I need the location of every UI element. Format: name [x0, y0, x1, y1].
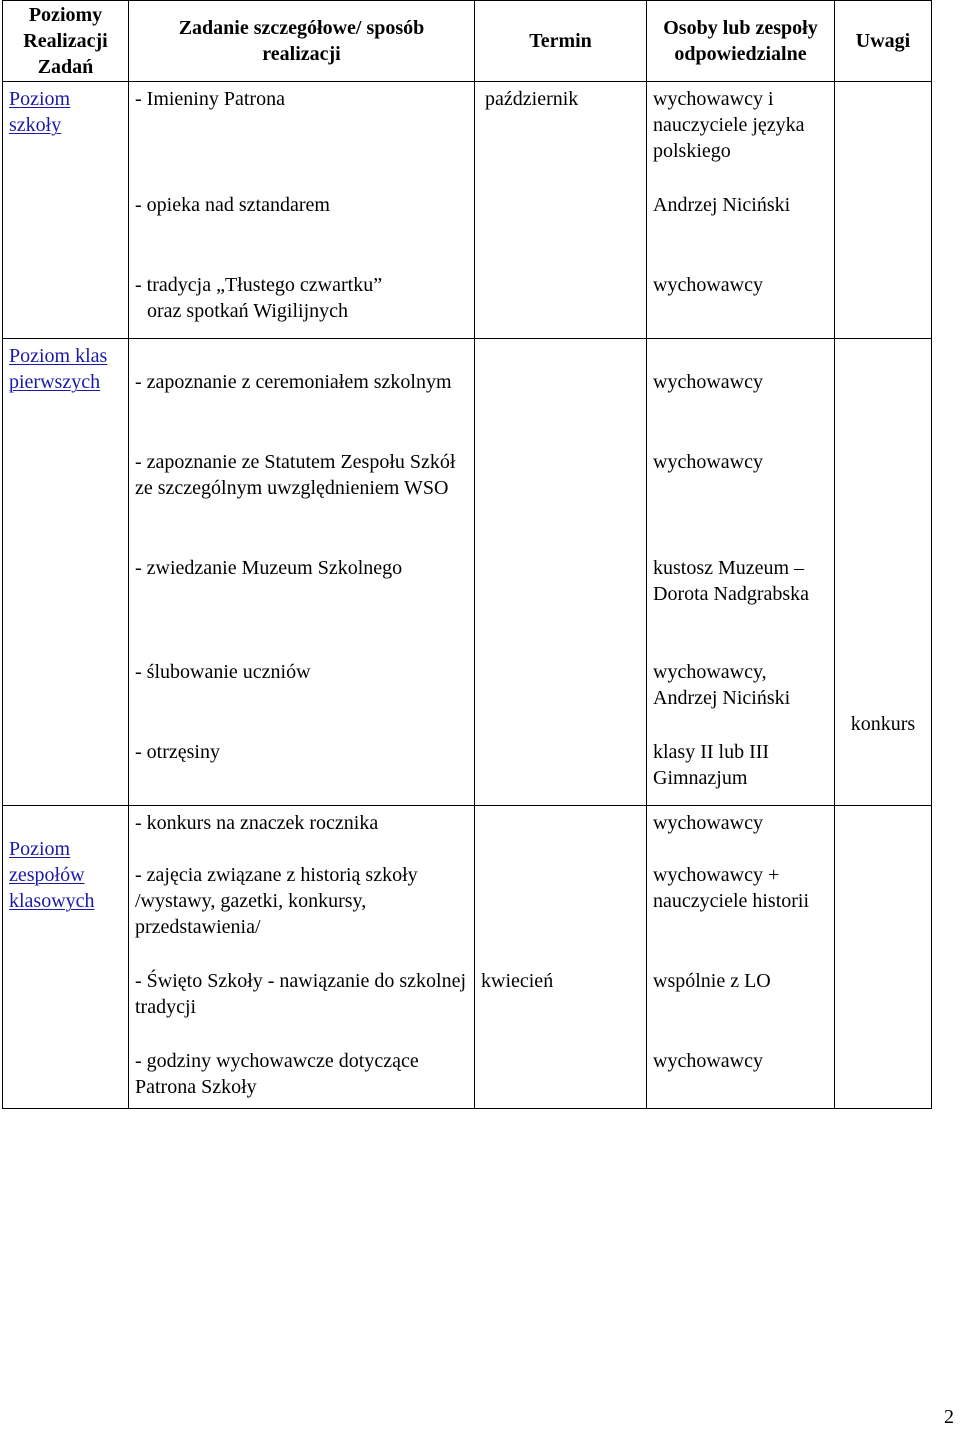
section-class-teams: [3, 806, 932, 1109]
resp-statut: wychowawcy: [653, 451, 763, 473]
task-swieto: - Święto Szkoły - nawiązanie do szkolnej tradycji: [135, 970, 467, 1018]
resp-muzeum: kustosz Muzeum – Dorota Nadgrabska: [653, 557, 810, 605]
task-slubowanie: - ślubowanie uczniów: [135, 661, 311, 683]
resp-swieto: wspólnie z LO: [653, 970, 771, 992]
header-term: Termin: [475, 1, 647, 82]
task-imieniny: - Imieniny Patrona: [135, 88, 285, 110]
task-znaczek: - konkurs na znaczek rocznika: [135, 812, 379, 834]
resp-slubowanie: wychowawcy, Andrzej Niciński: [653, 661, 791, 709]
level-class-teams: Poziom zespołów klasowych: [9, 838, 95, 912]
task-statut: - zapoznanie ze Statutem Zespołu Szkół ze szczególnym uwzględnieniem WSO: [135, 451, 456, 499]
resp-sztandar: Andrzej Niciński: [653, 194, 791, 216]
header-row: [3, 1, 932, 82]
plan-table: [2, 0, 932, 1109]
resp-ceremonial: wychowawcy: [653, 371, 763, 393]
term-first-grade: [475, 339, 647, 806]
resp-tradycja: wychowawcy: [653, 274, 763, 296]
task-otrzesiny: - otrzęsiny: [135, 741, 220, 763]
task-zajecia: - zajęcia związane z historią szkoły /wystawy, gazetki, konkursy, przedstawienia/: [135, 864, 418, 938]
resp-otrzesiny: klasy II lub III Gimnazjum: [653, 741, 770, 789]
level-school: Poziom szkoły: [9, 88, 71, 136]
task-sztandar: - opieka nad sztandarem: [135, 194, 330, 216]
resp-znaczek: wychowawcy: [653, 812, 763, 834]
resp-imieniny: wychowawcy i nauczyciele języka polskiego: [653, 88, 805, 162]
page-number: 2: [944, 1406, 954, 1428]
note-konkurs: konkurs: [850, 713, 916, 735]
header-notes: Uwagi: [835, 1, 932, 82]
notes-class-teams: [835, 806, 932, 1109]
task-muzeum: - zwiedzanie Muzeum Szkolnego: [135, 557, 403, 579]
header-task: Zadanie szczegółowe/ sposób realizacji: [129, 1, 475, 82]
term-imieniny: październik: [485, 88, 579, 110]
header-responsible: Osoby lub zespoły odpowiedzialne: [647, 1, 835, 82]
section-school: [3, 82, 932, 339]
task-ceremonial: - zapoznanie z ceremoniałem szkolnym: [135, 371, 452, 393]
header-levels: Poziomy Realizacji Zadań: [3, 1, 129, 82]
notes-school: [835, 82, 932, 339]
level-first-grade: Poziom klas pierwszych: [9, 345, 108, 393]
term-swieto: kwiecień: [481, 970, 554, 992]
task-tradycja: - tradycja „Tłustego czwartku” oraz spotkań Wigilijnych: [135, 274, 383, 322]
task-godziny: - godziny wychowawcze dotyczące Patrona Szkoły: [135, 1050, 419, 1098]
section-first-grade: [3, 339, 932, 806]
resp-godziny: wychowawcy: [653, 1050, 763, 1072]
resp-zajecia: wychowawcy + nauczyciele historii: [653, 864, 810, 912]
